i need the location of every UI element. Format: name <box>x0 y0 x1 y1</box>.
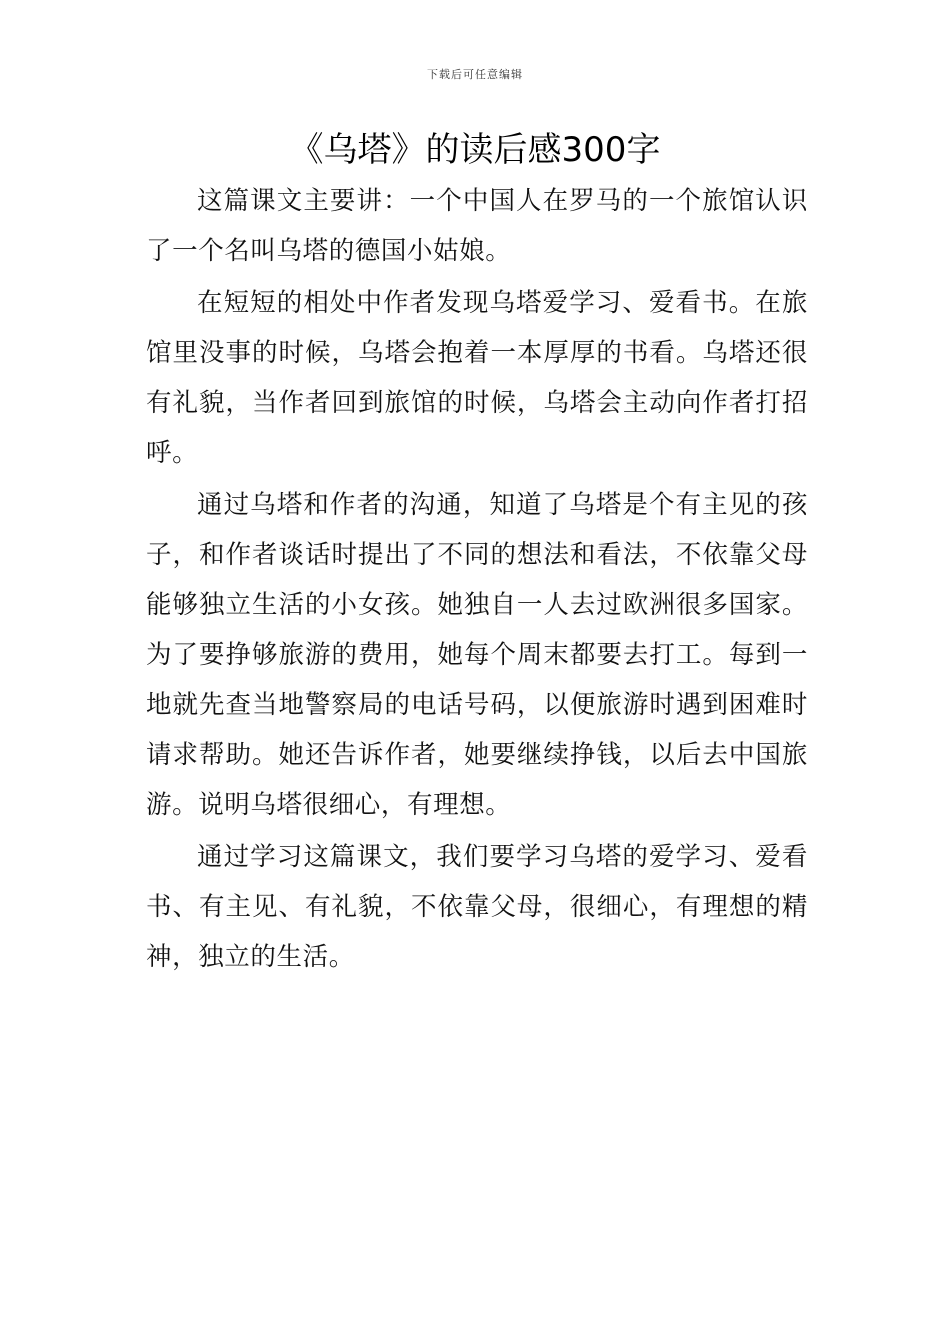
document-title: 《乌塔》的读后感300字 <box>289 130 661 170</box>
document-body <box>146 176 808 984</box>
paragraph-3: 通过乌塔和作者的沟通，知道了乌塔是个有主见的孩子，和作者谈话时提出了不同的想法和看法，不依靠父母能够独立生活的小女孩。她独自一人去过欧洲很多国家。为了要挣够旅游的费用，她每个周末都要去打工。每到一地就先查当地警察局的电话号码，以便旅游时遇到困难时请求帮助。她还告诉作者，她要继续挣钱，以后去中国旅游。说明乌塔很细心，有理想。 <box>146 490 808 820</box>
paragraph-2: 在短短的相处中作者发现乌塔爱学习、爱看书。在旅馆里没事的时候，乌塔会抱着一本厚厚的书看。乌塔还很有礼貌，当作者回到旅馆的时候，乌塔会主动向作者打招呼。 <box>146 288 808 468</box>
paragraph-4: 通过学习这篇课文，我们要学习乌塔的爱学习、爱看书、有主见、有礼貌，不依靠父母，很细心，有理想的精神，独立的生活。 <box>146 842 808 972</box>
paragraph-1: 这篇课文主要讲：一个中国人在罗马的一个旅馆认识了一个名叫乌塔的德国小姑娘。 <box>146 186 808 266</box>
header-note: 下载后可任意编辑 <box>427 68 523 81</box>
